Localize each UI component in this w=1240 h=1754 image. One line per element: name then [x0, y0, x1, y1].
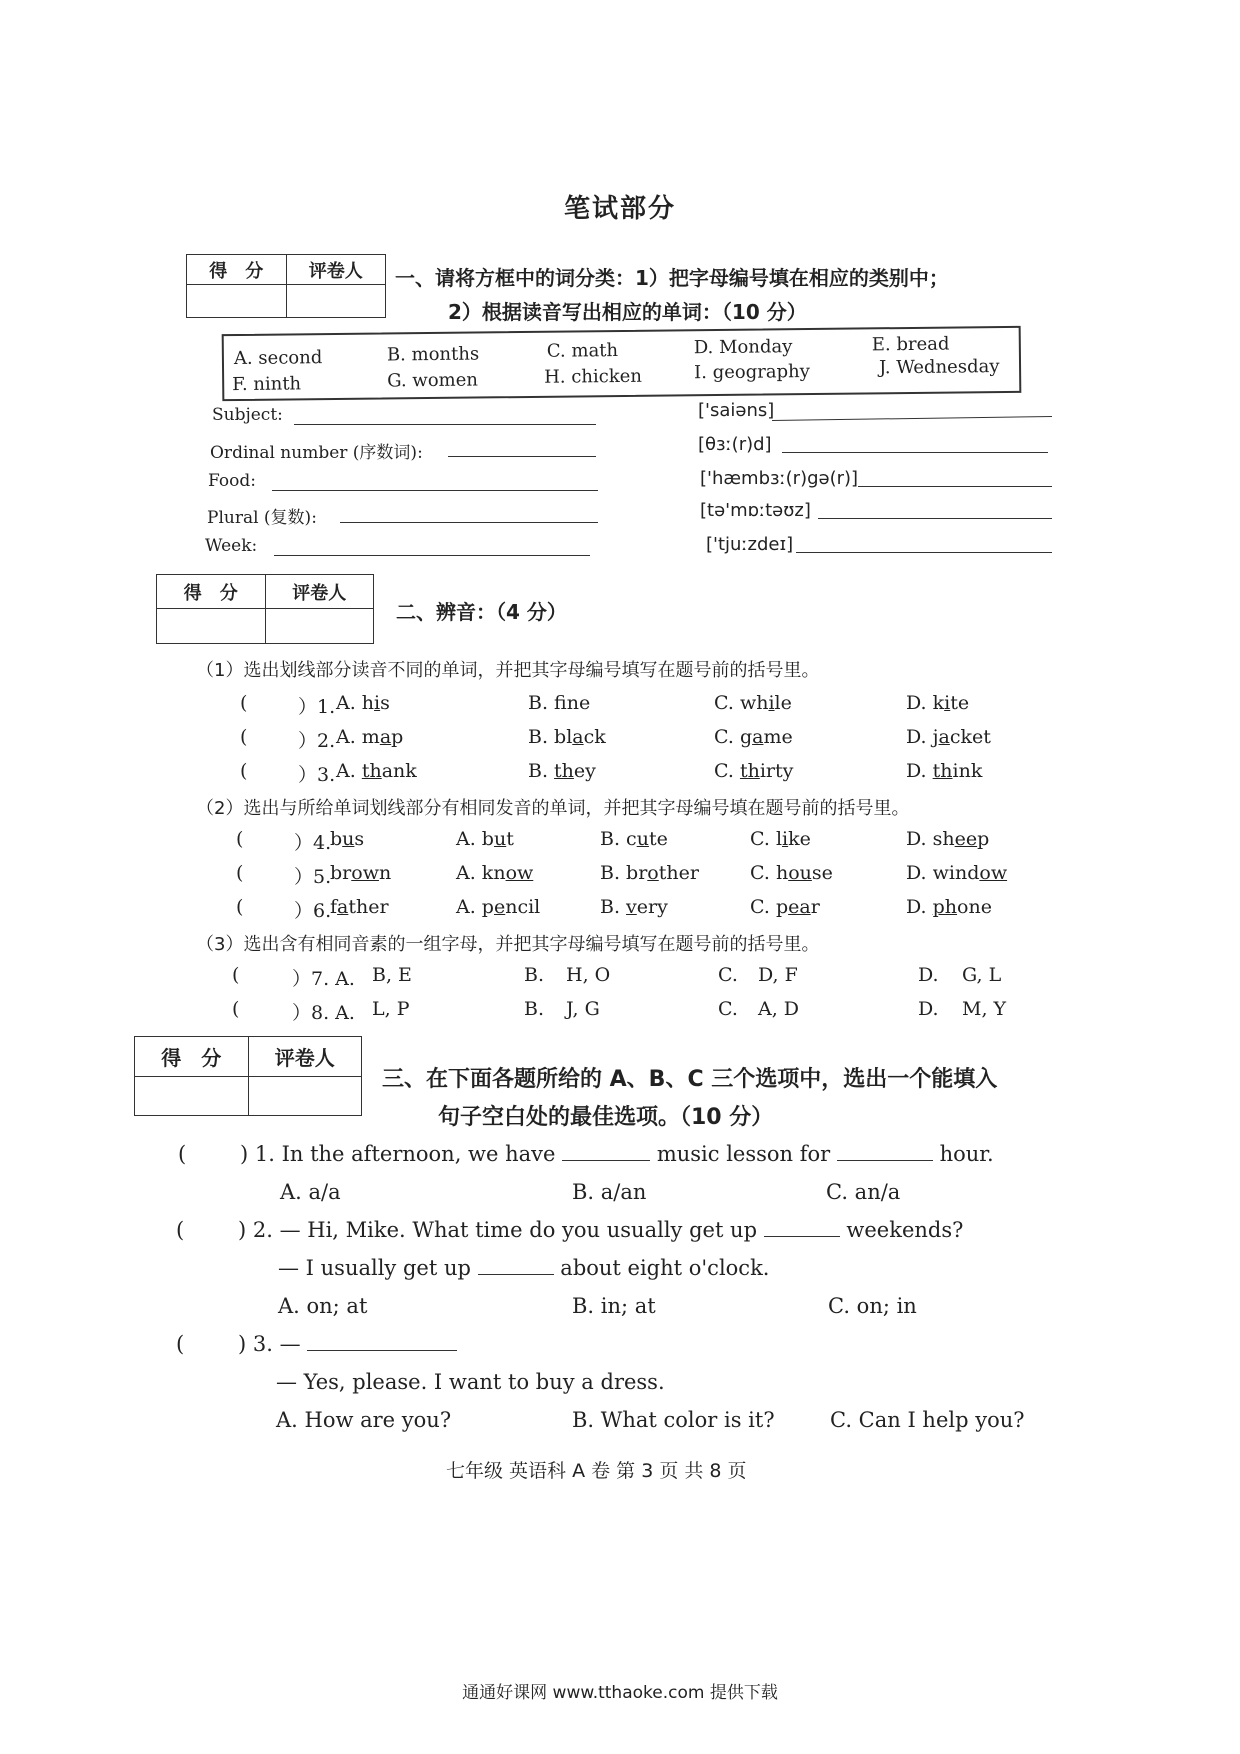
option-text: ink [952, 760, 983, 782]
option-text: A. [336, 760, 362, 782]
option-d [906, 896, 992, 918]
option-text: B. [528, 760, 555, 782]
category-week: Week: [205, 536, 258, 556]
option-text: C. g [714, 726, 753, 748]
option-a-value: B, E [372, 964, 412, 986]
option-text: D. [906, 760, 933, 782]
download-credit: 通通好课网 www.tthaoke.com 提供下载 [462, 1683, 778, 1703]
option-d [906, 692, 969, 714]
grader-label: 评卷人 [265, 575, 374, 609]
word-item: F. ninth [232, 373, 302, 396]
answer-paren[interactable]: ( [240, 692, 248, 714]
section2-heading: 二、辨音：（4 分） [396, 600, 567, 624]
category-ordinal: Ordinal number (序数词): [210, 443, 423, 463]
option-b [600, 828, 668, 850]
option-text: b [330, 828, 343, 850]
underlined-part: ow [979, 862, 1008, 884]
option-b: B. in; at [572, 1294, 656, 1318]
word-item: B. months [386, 343, 480, 366]
part2-instruction: （2）选出与所给单词划线部分有相同发音的单词，并把其字母编号填在题号前的括号里。 [196, 798, 910, 819]
option-c [714, 760, 793, 782]
question-number: ) 2. [238, 1218, 273, 1242]
word-item: A. second [233, 347, 323, 370]
mcq-question-2 [238, 1218, 963, 1242]
answer-line[interactable] [294, 424, 596, 425]
phonetic-item: [tə'mɒːtəʊz] [700, 500, 811, 521]
mcq-question-3-line2: — Yes, please. I want to buy a dress. [276, 1370, 665, 1394]
phonetic-item: ['hæmbɜː(r)gə(r)] [700, 468, 859, 489]
word-item: C. math [546, 340, 619, 362]
score-label: 得 分 [135, 1037, 249, 1077]
underlined-part: o [647, 862, 659, 884]
option-d [906, 760, 982, 782]
word-item: D. Monday [693, 336, 793, 359]
option-text: n [378, 862, 392, 884]
page-footer: 七年级 英语科 A 卷 第 3 页 共 8 页 [446, 1460, 747, 1482]
option-text: te [950, 692, 970, 714]
underlined-part: a [938, 726, 950, 748]
option-text: C. h [750, 862, 789, 884]
given-word [330, 828, 364, 850]
option-c: C. Can I help you? [830, 1408, 1025, 1432]
option-a [336, 726, 403, 748]
word-item: I. geography [693, 361, 810, 384]
option-text: B. bl [528, 726, 573, 748]
score-table-3 [134, 1036, 362, 1116]
word-item: G. women [387, 369, 479, 392]
option-b [600, 862, 699, 884]
answer-paren[interactable]: ( [236, 896, 244, 918]
underlined-part: a [572, 726, 584, 748]
underlined-part: ow [505, 862, 534, 884]
score-cell[interactable] [157, 609, 266, 644]
option-d [906, 828, 989, 850]
option-c-label: C. [718, 964, 738, 986]
underlined-part: a [337, 896, 349, 918]
option-text: p [977, 828, 990, 850]
question-text: In the afternoon, we have [281, 1142, 556, 1166]
question-number: ）2. [298, 730, 336, 752]
option-text: ncil [505, 896, 541, 918]
score-table-1 [186, 254, 386, 318]
option-text: ther [658, 862, 699, 884]
option-b [528, 760, 596, 782]
option-text: ne [566, 692, 591, 714]
phonetic-item: [θɜː(r)d] [698, 434, 772, 455]
underlined-part: th [554, 760, 574, 782]
answer-line[interactable] [858, 486, 1052, 487]
underlined-part: ou [788, 862, 812, 884]
option-d-label: D. [918, 964, 939, 986]
given-word [330, 862, 391, 884]
word-item: J. Wednesday [878, 356, 1000, 379]
option-text: le [774, 692, 792, 714]
question-text: — [279, 1332, 301, 1356]
question-text: — Hi, Mike. What time do you usually get up [279, 1218, 758, 1242]
answer-paren[interactable]: ( [176, 1332, 185, 1356]
answer-paren[interactable]: ( [236, 828, 244, 850]
question-number: ）7. A. [292, 968, 355, 990]
option-a [456, 896, 540, 918]
option-text: br [330, 862, 352, 884]
underlined-part: a [752, 726, 764, 748]
option-text: A. b [456, 828, 494, 850]
option-b-label: B. [524, 998, 545, 1020]
fill-blank[interactable] [478, 1256, 554, 1275]
part3-instruction: （3）选出含有相同音素的一组字母，并把其字母编号填写在题号前的括号里。 [196, 934, 820, 955]
answer-line[interactable] [796, 552, 1052, 553]
grader-cell[interactable] [248, 1077, 362, 1116]
option-d-value: G, L [962, 964, 1002, 986]
option-text: C. [714, 760, 740, 782]
option-a-value: L, P [372, 998, 410, 1020]
question-number: ）8. A. [292, 1002, 355, 1024]
underlined-part: ee [954, 828, 978, 850]
answer-paren[interactable]: ( [176, 1218, 185, 1242]
option-text: ther [348, 896, 389, 918]
option-d-value: M, Y [962, 998, 1007, 1020]
score-table-2 [156, 574, 374, 644]
section1-heading: 一、请将方框中的词分类：1）把字母编号填在相应的类别中； [395, 266, 949, 290]
underlined-part: i [944, 692, 951, 714]
fill-blank[interactable] [562, 1142, 650, 1161]
option-text: one [957, 896, 992, 918]
underlined-part: u [636, 828, 649, 850]
grader-cell[interactable] [286, 285, 386, 318]
option-text: ey [573, 760, 596, 782]
underlined-part: u [342, 828, 355, 850]
underlined-part: i [782, 828, 789, 850]
option-c-value: D, F [758, 964, 798, 986]
section1-subheading: 2）根据读音写出相应的单词：（10 分） [448, 300, 807, 324]
answer-line[interactable] [818, 518, 1052, 519]
score-label: 得 分 [187, 255, 287, 285]
question-number: ）3. [298, 764, 336, 786]
option-text: ck [583, 726, 606, 748]
question-number: ）4. [294, 832, 332, 854]
option-text: D. sh [906, 828, 955, 850]
category-subject: Subject: [212, 405, 283, 425]
question-number: ) 3. [238, 1332, 273, 1356]
underlined-part: ph [932, 896, 958, 918]
option-b-value: H, O [566, 964, 611, 986]
phonetic-item: ['tjuːzdeɪ] [706, 534, 794, 555]
option-c: C. on; in [828, 1294, 917, 1318]
underlined-part: e [493, 896, 506, 918]
option-text: cket [949, 726, 991, 748]
option-b-label: B. [524, 964, 545, 986]
option-a [456, 828, 514, 850]
option-b [528, 726, 606, 748]
underlined-part: u [493, 828, 507, 850]
option-d [906, 726, 991, 748]
option-d [906, 862, 1007, 884]
underlined-part: i [374, 692, 381, 714]
option-text: ke [788, 828, 811, 850]
answer-line[interactable] [772, 416, 1052, 421]
grader-label: 评卷人 [286, 255, 386, 285]
underlined-part: ow [351, 862, 379, 884]
answer-paren[interactable]: ( [232, 998, 240, 1020]
mcq-question-1 [240, 1142, 994, 1166]
answer-paren[interactable]: ( [240, 726, 248, 748]
option-a: A. a/a [280, 1180, 341, 1204]
option-text: me [763, 726, 793, 748]
grader-cell[interactable] [265, 609, 374, 644]
option-text: D. [906, 896, 933, 918]
answer-line[interactable] [340, 522, 598, 523]
option-text: B. f [528, 692, 567, 714]
underlined-part: th [932, 760, 953, 782]
option-b [528, 692, 590, 714]
underlined-part: th [361, 760, 382, 782]
option-text: B. [600, 896, 627, 918]
question-number: ) 1. [240, 1142, 275, 1166]
answer-line[interactable] [782, 452, 1048, 453]
option-d-label: D. [918, 998, 939, 1020]
question-text: about eight o'clock. [560, 1256, 770, 1280]
answer-line[interactable] [448, 456, 596, 457]
answer-line[interactable] [272, 490, 598, 491]
mcq-question-3 [238, 1332, 457, 1356]
question-number: ）6. [294, 900, 332, 922]
option-text: se [811, 862, 833, 884]
fill-blank[interactable] [764, 1218, 840, 1237]
option-text: A. kn [456, 862, 506, 884]
option-text: A. p [456, 896, 494, 918]
option-text: te [648, 828, 668, 850]
option-text: C. wh [714, 692, 769, 714]
option-b-value: J, G [566, 998, 600, 1020]
question-number: ）1. [298, 696, 336, 718]
option-text: C. l [750, 828, 783, 850]
option-c: C. an/a [826, 1180, 901, 1204]
option-text: s [380, 692, 390, 714]
option-a [336, 760, 417, 782]
underlined-part: ea [788, 896, 811, 918]
option-text: B. c [600, 828, 637, 850]
word-item: H. chicken [544, 365, 643, 388]
page-title: 笔试部分 [563, 194, 676, 224]
mcq-question-2-line2 [278, 1256, 769, 1280]
option-text: B. br [600, 862, 648, 884]
word-box [222, 326, 1022, 401]
category-plural: Plural (复数): [207, 508, 317, 528]
option-text: C. p [750, 896, 789, 918]
option-text: f [330, 896, 338, 918]
option-text: D. wind [906, 862, 980, 884]
option-c [750, 862, 833, 884]
option-b: B. a/an [572, 1180, 647, 1204]
option-a [456, 862, 533, 884]
option-c [750, 896, 820, 918]
question-text: hour. [939, 1142, 994, 1166]
score-label: 得 分 [157, 575, 266, 609]
option-c [714, 726, 793, 748]
underlined-part: a [379, 726, 392, 748]
question-text: music lesson for [656, 1142, 831, 1166]
section3-heading: 三、在下面各题所给的 A、B、C 三个选项中，选出一个能填入 [382, 1067, 998, 1092]
underlined-part: th [739, 760, 760, 782]
option-text: A. m [336, 726, 380, 748]
question-text: — I usually get up [278, 1256, 471, 1280]
answer-paren[interactable]: ( [178, 1142, 187, 1166]
option-a [336, 692, 390, 714]
option-a: A. How are you? [276, 1408, 452, 1432]
option-text: D. j [906, 726, 939, 748]
option-text: A. h [336, 692, 375, 714]
option-c-label: C. [718, 998, 738, 1020]
fill-blank[interactable] [307, 1332, 457, 1351]
answer-line[interactable] [274, 555, 590, 556]
part1-instruction: （1）选出划线部分读音不同的单词，并把其字母编号填写在题号前的括号里。 [196, 660, 820, 681]
option-c-value: A, D [758, 998, 800, 1020]
option-text: r [810, 896, 820, 918]
score-cell[interactable] [135, 1077, 249, 1116]
category-food: Food: [208, 471, 256, 491]
underlined-part: i [768, 692, 775, 714]
word-item: E. bread [871, 333, 950, 356]
score-cell[interactable] [187, 285, 287, 318]
option-text: t [506, 828, 514, 850]
option-b: B. What color is it? [572, 1408, 775, 1432]
underlined-part: v [626, 896, 637, 918]
phonetic-item: ['saiəns] [698, 400, 775, 421]
option-b [600, 896, 668, 918]
option-a: A. on; at [278, 1294, 368, 1318]
option-text: p [391, 726, 404, 748]
question-text: weekends? [846, 1218, 964, 1242]
option-c [714, 692, 792, 714]
option-text: irty [759, 760, 794, 782]
option-text: s [354, 828, 365, 850]
option-text: ery [636, 896, 668, 918]
option-text: ank [381, 760, 417, 782]
grader-label: 评卷人 [248, 1037, 362, 1077]
section3-subheading: 句子空白处的最佳选项。（10 分） [438, 1105, 774, 1130]
option-c [750, 828, 811, 850]
answer-paren[interactable]: ( [236, 862, 244, 884]
answer-paren[interactable]: ( [240, 760, 248, 782]
question-number: ）5. [294, 866, 332, 888]
given-word [330, 896, 389, 918]
answer-paren[interactable]: ( [232, 964, 240, 986]
fill-blank[interactable] [837, 1142, 933, 1161]
option-text: D. k [906, 692, 945, 714]
